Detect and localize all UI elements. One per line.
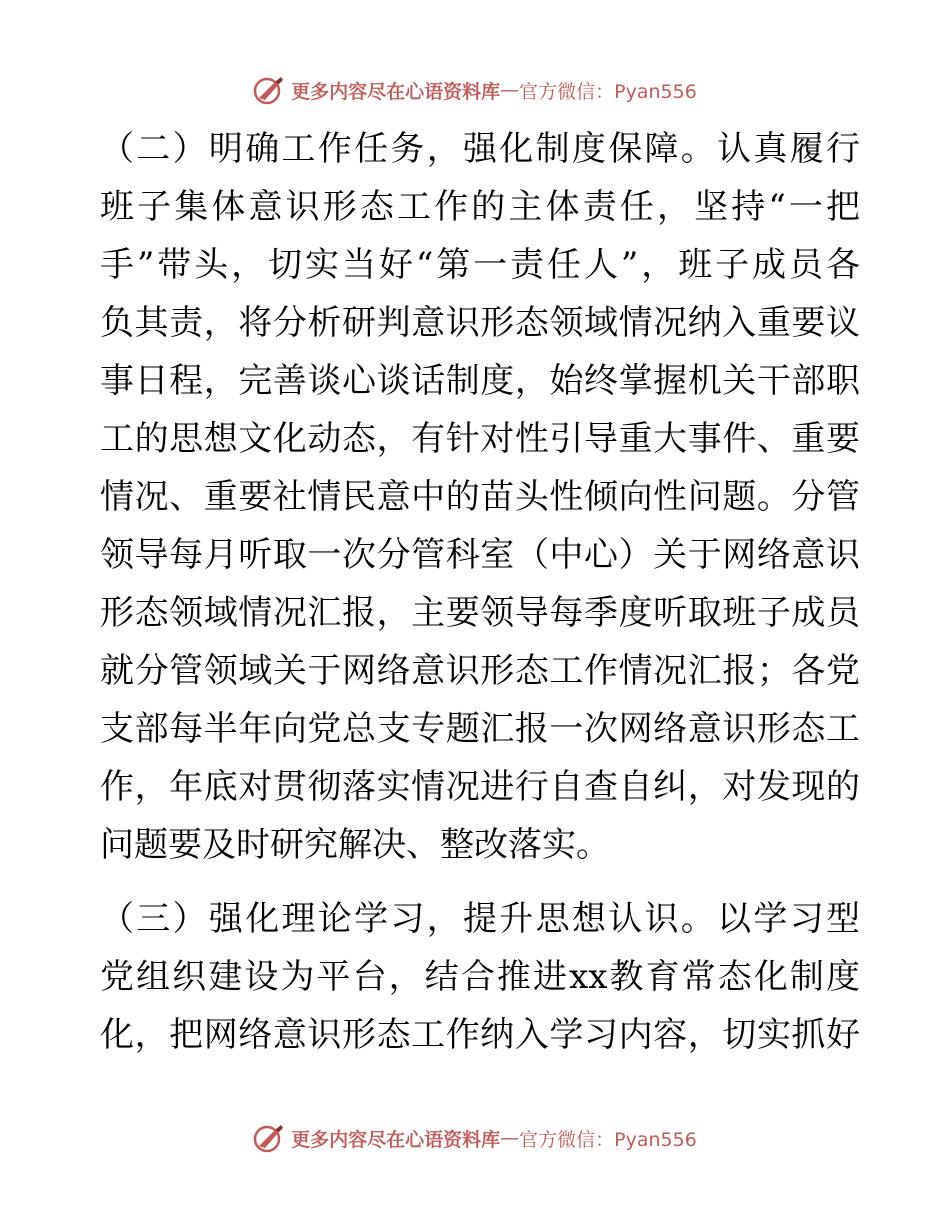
text-line: 党组织建设为平台，结合推进xx教育常态化制度 xyxy=(100,957,860,997)
text-line: 事日程，完善谈心谈话制度，始终掌握机关干部职 xyxy=(100,361,860,401)
watermark-contact: 官方微信：Pyan556 xyxy=(519,80,697,103)
watermark-dash: — xyxy=(500,79,520,101)
text-line: 情况、重要社情民意中的苗头性倾向性问题。分管 xyxy=(100,477,860,517)
text-line: 化，把网络意识形态工作纳入学习内容，切实抓好 xyxy=(100,1015,860,1055)
text-line: 工的思想文化动态，有针对性引导重大事件、重要 xyxy=(100,419,860,459)
pen-logo-icon xyxy=(253,74,285,106)
watermark-title: 更多内容尽在心语资料库 xyxy=(291,80,501,103)
header-watermark xyxy=(0,70,950,110)
pen-logo-icon xyxy=(253,1122,285,1154)
paragraph-section-3 xyxy=(100,890,860,1064)
text-line: 负其责，将分析研判意识形态领域情况纳入重要议 xyxy=(100,303,860,343)
text-line: 手”带头，切实当好“第一责任人”，班子成员各 xyxy=(100,245,860,285)
text-line: （二）明确工作任务，强化制度保障。认真履行 xyxy=(100,129,860,169)
text-line: 问题要及时研究解决、整改落实。 xyxy=(100,825,610,865)
paragraph-section-2 xyxy=(100,120,860,874)
text-line: （三）强化理论学习，提升思想认识。以学习型 xyxy=(100,899,860,939)
watermark-dash: — xyxy=(500,1127,520,1149)
text-line: 班子集体意识形态工作的主体责任，坚持“一把 xyxy=(100,187,860,227)
text-line: 作，年底对贯彻落实情况进行自查自纠，对发现的 xyxy=(100,767,860,807)
footer-watermark xyxy=(0,1118,950,1158)
text-line: 形态领域情况汇报，主要领导每季度听取班子成员 xyxy=(100,593,860,633)
text-line: 领导每月听取一次分管科室（中心）关于网络意识 xyxy=(100,535,860,575)
text-line: 就分管领域关于网络意识形态工作情况汇报；各党 xyxy=(100,651,860,691)
watermark-contact: 官方微信：Pyan556 xyxy=(519,1128,697,1151)
watermark-title: 更多内容尽在心语资料库 xyxy=(291,1128,501,1151)
text-line: 支部每半年向党总支专题汇报一次网络意识形态工 xyxy=(100,709,860,749)
